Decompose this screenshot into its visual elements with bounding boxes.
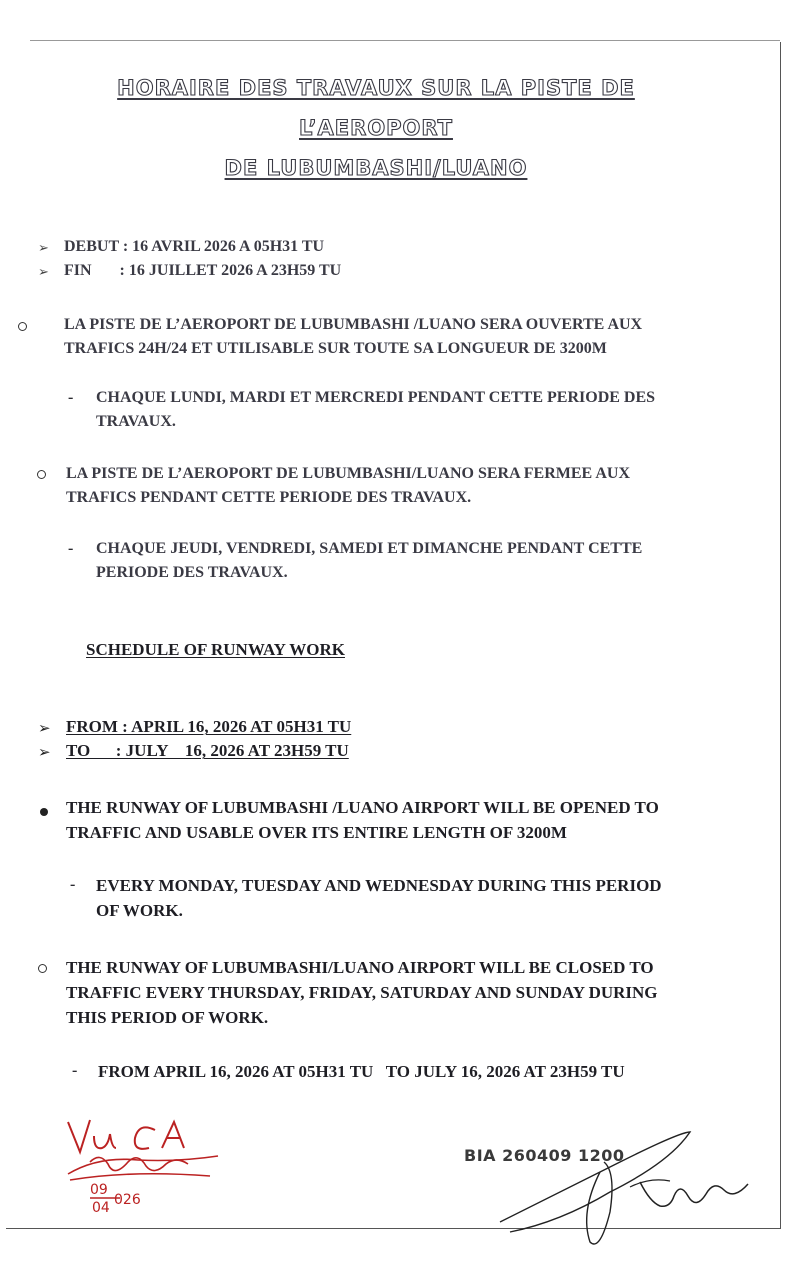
fr-debut: DEBUT : 16 AVRIL 2026 A 05H31 TU — [64, 238, 325, 255]
fr-open-line-2: TRAFICS 24H/24 ET UTILISABLE SUR TOUTE SA LONGUEUR DE 3200M — [64, 340, 607, 357]
fr-fin: FIN : 16 JUILLET 2026 A 23H59 TU — [64, 262, 342, 279]
fr-closed-line-1: LA PISTE DE L’AEROPORT DE LUBUMBASHI/LUANO SERA FERMEE AUX — [66, 465, 630, 482]
dash-bullet-icon: - — [70, 876, 76, 893]
handwritten-visa-mark — [60, 1112, 240, 1227]
en-closed-line-2: TRAFFIC EVERY THURSDAY, FRIDAY, SATURDAY AND SUNDAY DURING — [66, 983, 658, 1002]
arrow-bullet-icon: ➢ — [38, 721, 51, 737]
reference-stamp: BIA 260409 1200 — [464, 1146, 625, 1165]
arrow-bullet-icon: ➢ — [38, 745, 51, 761]
handwritten-date-month: 04 — [92, 1200, 110, 1216]
dash-bullet-icon: - — [68, 540, 74, 557]
arrow-bullet-icon: ➢ — [38, 240, 49, 255]
fr-open-days-line-1: CHAQUE LUNDI, MARDI ET MERCREDI PENDANT CETTE PERIODE DES — [96, 389, 656, 406]
handwritten-date-day: 09 — [90, 1182, 108, 1198]
circle-bullet-icon — [37, 470, 46, 479]
fr-closed-days-line-2: PERIODE DES TRAVAUX. — [96, 564, 288, 581]
en-open-line-2: TRAFFIC AND USABLE OVER ITS ENTIRE LENGTH OF 3200M — [66, 823, 567, 842]
en-section-heading: SCHEDULE OF RUNWAY WORK — [86, 640, 345, 659]
en-open-days-line-1: EVERY MONDAY, TUESDAY AND WEDNESDAY DURING THIS PERIOD — [96, 876, 662, 895]
en-from: FROM : APRIL 16, 2026 AT 05H31 TU — [66, 717, 352, 736]
en-open-days-line-2: OF WORK. — [96, 901, 183, 920]
dash-bullet-icon: - — [72, 1062, 78, 1079]
arrow-bullet-icon: ➢ — [38, 264, 49, 279]
fr-open-days-line-2: TRAVAUX. — [96, 413, 176, 430]
fr-open-line-1: LA PISTE DE L’AEROPORT DE LUBUMBASHI /LUANO SERA OUVERTE AUX — [64, 316, 643, 333]
document-page — [6, 42, 781, 1229]
handwritten-date-year: 026 — [114, 1192, 141, 1208]
en-date-range: FROM APRIL 16, 2026 AT 05H31 TU TO JULY 16, 2026 AT 23H59 TU — [98, 1062, 625, 1081]
page-top-edge — [30, 40, 780, 41]
document-title-line-1: HORAIRE DES TRAVAUX SUR LA PISTE DE — [117, 76, 635, 100]
fr-closed-line-2: TRAFICS PENDANT CETTE PERIODE DES TRAVAUX. — [66, 489, 472, 506]
fr-closed-days-line-1: CHAQUE JEUDI, VENDREDI, SAMEDI ET DIMANCHE PENDANT CETTE — [96, 540, 643, 557]
signature — [490, 1112, 780, 1262]
document-title-line-3: DE LUBUMBASHI/LUANO — [224, 156, 528, 180]
en-closed-line-3: THIS PERIOD OF WORK. — [66, 1008, 269, 1027]
dash-bullet-icon: - — [68, 389, 74, 406]
en-to: TO : JULY 16, 2026 AT 23H59 TU — [66, 741, 349, 760]
en-closed-line-1: THE RUNWAY OF LUBUMBASHI/LUANO AIRPORT WILL BE CLOSED TO — [66, 958, 654, 977]
filled-bullet-icon — [40, 808, 48, 816]
document-title-line-2: L’AEROPORT — [299, 116, 453, 140]
circle-bullet-icon — [38, 964, 47, 973]
circle-bullet-icon — [18, 322, 27, 331]
en-open-line-1: THE RUNWAY OF LUBUMBASHI /LUANO AIRPORT WILL BE OPENED TO — [66, 798, 659, 817]
